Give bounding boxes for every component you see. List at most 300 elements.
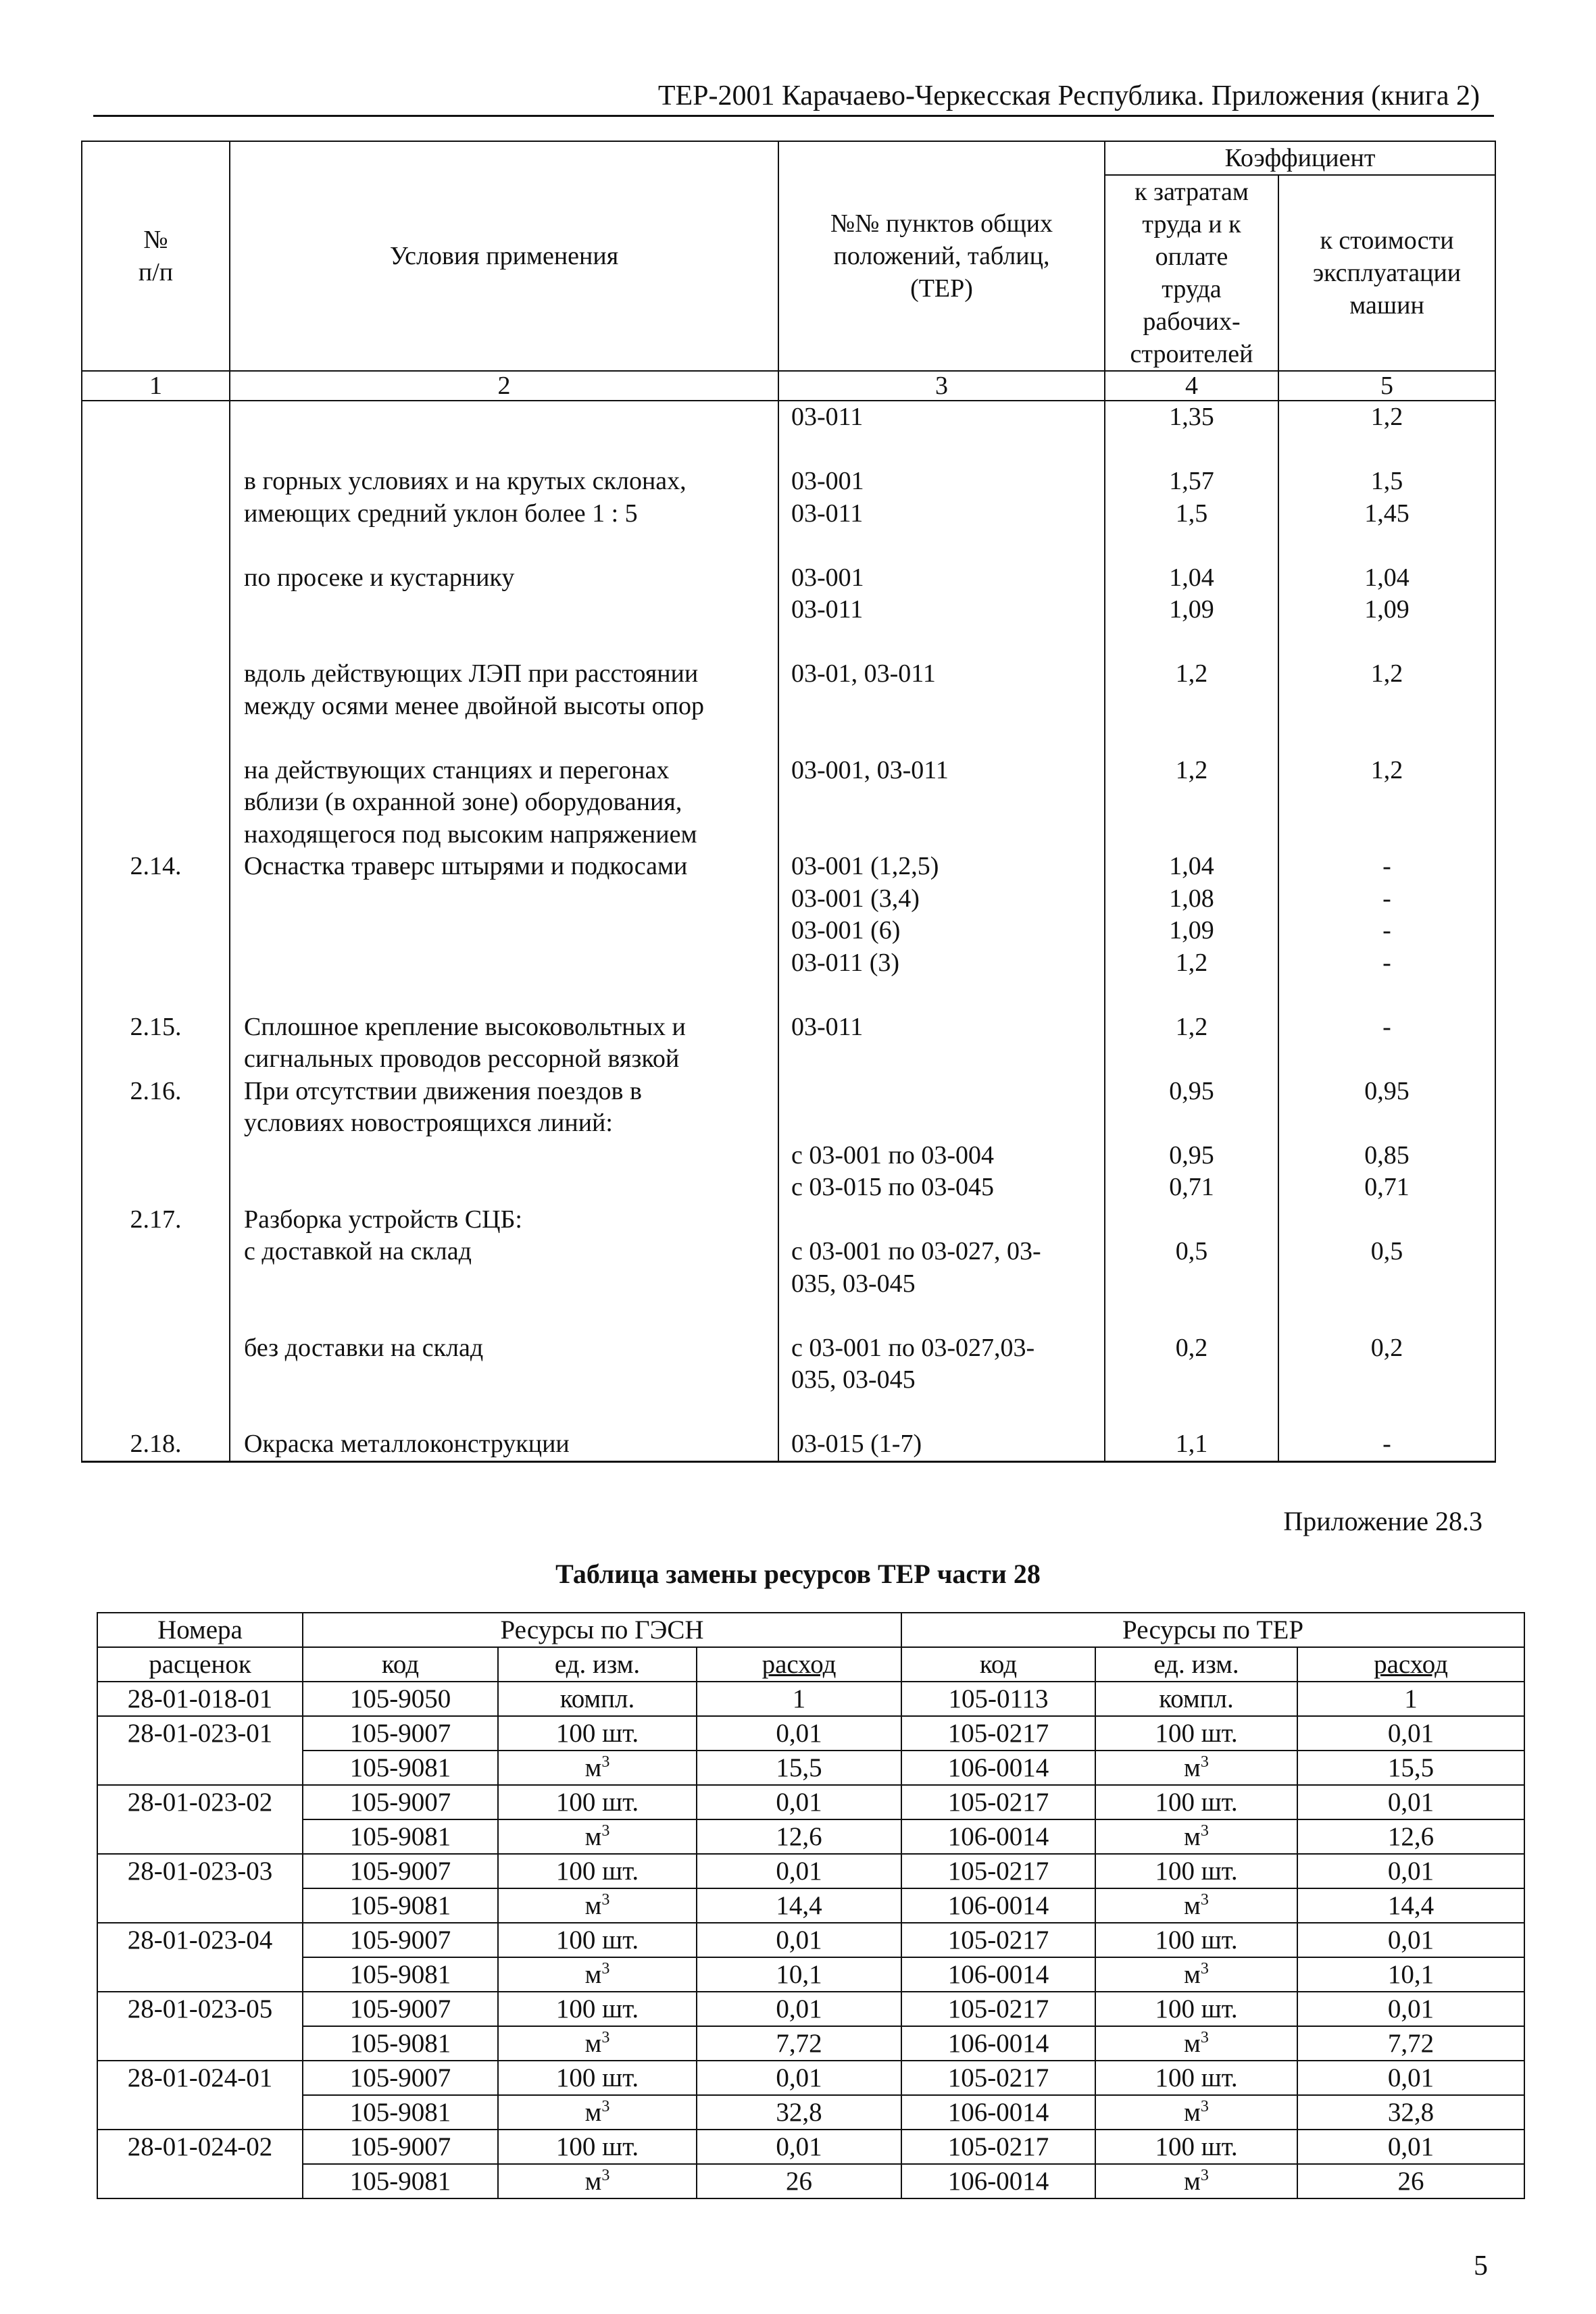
- table-row: [82, 979, 1495, 1011]
- condition-text: [230, 626, 778, 659]
- gesn-amount: 14,4: [697, 1888, 901, 1923]
- table-row: [97, 1819, 1524, 1854]
- ter-code: 106-0014: [901, 1957, 1095, 1992]
- row-number: [82, 947, 230, 980]
- reference-cell: с 03-015 по 03-045: [778, 1172, 1105, 1204]
- appendix-label: Приложение 28.3: [1283, 1506, 1482, 1536]
- ter-unit: 100 шт.: [1095, 1992, 1297, 2026]
- table-row: [82, 851, 1495, 883]
- reference-cell: [778, 722, 1105, 755]
- rates-header: Номера: [97, 1613, 303, 1647]
- reference-cell: 03-001, 03-011: [778, 755, 1105, 787]
- labor-coefficient: 0,5: [1105, 1236, 1278, 1268]
- row-number: [82, 530, 230, 562]
- running-header: ТЕР-2001 Карачаево-Черкесская Республика. Приложения (книга 2): [657, 80, 1480, 111]
- gesn-code: 105-9050: [303, 1682, 498, 1716]
- reference-cell: [778, 979, 1105, 1011]
- condition-text: [230, 1172, 778, 1204]
- ter-code: 105-0217: [901, 1854, 1095, 1888]
- gesn-code: 105-9081: [303, 2164, 498, 2198]
- machines-coefficient: 1,2: [1278, 401, 1495, 434]
- condition-text: между осями менее двойной высоты опор: [230, 690, 778, 723]
- table-row: [97, 1785, 1524, 1819]
- gesn-header: Ресурсы по ГЭСН: [303, 1613, 901, 1647]
- ter-amount: 14,4: [1297, 1888, 1524, 1923]
- ter-code: 106-0014: [901, 1819, 1095, 1854]
- row-number: [82, 915, 230, 947]
- machines-coefficient: -: [1278, 1011, 1495, 1044]
- row-number: [82, 690, 230, 723]
- table-row: [97, 2130, 1524, 2164]
- table-row: [82, 1172, 1495, 1204]
- ter-unit: 100 шт.: [1095, 2061, 1297, 2095]
- reference-cell: 035, 03-045: [778, 1268, 1105, 1301]
- row-number: 2.18.: [82, 1428, 230, 1461]
- table-row: [82, 755, 1495, 787]
- table-row: [82, 883, 1495, 915]
- labor-coefficient: 1,04: [1105, 562, 1278, 595]
- labor-coefficient: 1,2: [1105, 947, 1278, 980]
- row-number: [82, 562, 230, 595]
- table-row: [82, 434, 1495, 466]
- row-number: [82, 722, 230, 755]
- table-row: [82, 1043, 1495, 1076]
- machines-coefficient: 0,5: [1278, 1236, 1495, 1268]
- table-row: [82, 947, 1495, 980]
- gesn-code: 105-9007: [303, 2130, 498, 2164]
- table-row: [97, 2095, 1524, 2130]
- condition-text: находящегося под высоким напряжением: [230, 819, 778, 851]
- reference-cell: 03-011: [778, 1011, 1105, 1044]
- gesn-unit: 100 шт.: [498, 1716, 697, 1751]
- gesn-code: 105-9007: [303, 1992, 498, 2026]
- table-row: [82, 786, 1495, 819]
- page-number: 5: [1474, 2250, 1488, 2282]
- condition-text: [230, 947, 778, 980]
- unit-text: м: [584, 2098, 602, 2127]
- cubic-superscript: 3: [1200, 2098, 1209, 2115]
- row-number: [82, 786, 230, 819]
- col-header-machines: к стоимости эксплуатации машин: [1278, 175, 1495, 371]
- table-row: [97, 1992, 1524, 2026]
- gesn-code: 105-9081: [303, 2095, 498, 2130]
- gesn-unit: 100 шт.: [498, 2130, 697, 2164]
- gesn-unit: [498, 1819, 697, 1854]
- machines-coefficient: [1278, 1043, 1495, 1076]
- table-row: [82, 1268, 1495, 1301]
- row-number: [82, 594, 230, 626]
- rate-number: 28-01-023-05: [97, 1992, 303, 2061]
- row-number: 2.15.: [82, 1011, 230, 1044]
- reference-cell: 03-011: [778, 498, 1105, 530]
- labor-coefficient: 1,09: [1105, 594, 1278, 626]
- unit-text: м: [584, 1891, 602, 1920]
- ter-code: 105-0217: [901, 1923, 1095, 1957]
- gesn-unit: [498, 2095, 697, 2130]
- cubic-superscript: 3: [601, 2029, 610, 2046]
- ter-code: 105-0217: [901, 1992, 1095, 2026]
- condition-text: [230, 1364, 778, 1397]
- ter-amount: 26: [1297, 2164, 1524, 2198]
- table-row: [82, 562, 1495, 595]
- gesn-unit: [498, 2026, 697, 2061]
- gesn-unit: [498, 1888, 697, 1923]
- labor-coefficient: [1105, 786, 1278, 819]
- machines-coefficient: 1,2: [1278, 755, 1495, 787]
- gesn-amount: 0,01: [697, 1992, 901, 2026]
- ter-code: 106-0014: [901, 2095, 1095, 2130]
- ter-amount-header: расход: [1297, 1647, 1524, 1682]
- col-header-coefficient: Коэффициент: [1105, 141, 1495, 175]
- header-rule: [93, 115, 1494, 117]
- gesn-unit: 100 шт.: [498, 1992, 697, 2026]
- reference-cell: с 03-001 по 03-027, 03-: [778, 1236, 1105, 1268]
- unit-text: м: [1184, 2098, 1201, 2127]
- labor-coefficient: [1105, 1107, 1278, 1140]
- resources-table-body: [97, 1682, 1524, 2198]
- ter-code: 105-0217: [901, 1785, 1095, 1819]
- labor-coefficient: [1105, 979, 1278, 1011]
- row-number: [82, 1172, 230, 1204]
- reference-cell: [778, 1204, 1105, 1236]
- gesn-amount: 0,01: [697, 1716, 901, 1751]
- table-row: [97, 1716, 1524, 1751]
- table-row: [82, 1140, 1495, 1172]
- table-row: [82, 530, 1495, 562]
- column-number: 2: [230, 371, 778, 401]
- row-number: [82, 1364, 230, 1397]
- ter-code: 105-0113: [901, 1682, 1095, 1716]
- table-row: [82, 1011, 1495, 1044]
- reference-cell: 03-011: [778, 401, 1105, 434]
- machines-coefficient: 1,09: [1278, 594, 1495, 626]
- reference-cell: 03-01, 03-011: [778, 658, 1105, 690]
- labor-coefficient: [1105, 1204, 1278, 1236]
- labor-coefficient: 0,2: [1105, 1332, 1278, 1365]
- ter-amount: 0,01: [1297, 1716, 1524, 1751]
- reference-cell: [778, 1043, 1105, 1076]
- gesn-unit: 100 шт.: [498, 2061, 697, 2095]
- condition-text: вблизи (в охранной зоне) оборудования,: [230, 786, 778, 819]
- gesn-code: 105-9007: [303, 1923, 498, 1957]
- gesn-amount: 0,01: [697, 2061, 901, 2095]
- gesn-amount: 0,01: [697, 1923, 901, 1957]
- labor-coefficient: [1105, 1300, 1278, 1332]
- ter-amount: 0,01: [1297, 2061, 1524, 2095]
- labor-coefficient: [1105, 1397, 1278, 1429]
- table-row: [97, 1888, 1524, 1923]
- unit-text: м: [1184, 1822, 1201, 1851]
- table-row: [82, 626, 1495, 659]
- row-number: [82, 979, 230, 1011]
- rate-number: 28-01-023-04: [97, 1923, 303, 1992]
- table-row: [82, 1397, 1495, 1429]
- ter-unit: [1095, 2026, 1297, 2061]
- col-header-labor: к затратам труда и к оплате труда рабочих- строителей: [1105, 175, 1278, 371]
- row-number: [82, 1107, 230, 1140]
- ter-unit: 100 шт.: [1095, 1716, 1297, 1751]
- ter-unit: [1095, 2095, 1297, 2130]
- gesn-unit: [498, 1957, 697, 1992]
- ter-code: 105-0217: [901, 2130, 1095, 2164]
- labor-coefficient: [1105, 1268, 1278, 1301]
- rates-header-line2: расценок: [97, 1647, 303, 1682]
- reference-cell: [778, 434, 1105, 466]
- reference-cell: 03-011 (3): [778, 947, 1105, 980]
- gesn-code: 105-9081: [303, 1957, 498, 1992]
- gesn-amount: 26: [697, 2164, 901, 2198]
- condition-text: При отсутствии движения поездов в: [230, 1076, 778, 1108]
- condition-text: [230, 434, 778, 466]
- condition-text: Сплошное крепление высоковольтных и: [230, 1011, 778, 1044]
- table-row: [82, 1076, 1495, 1108]
- resources-table: [97, 1612, 1525, 2199]
- gesn-unit: [498, 2164, 697, 2198]
- labor-coefficient: 1,09: [1105, 915, 1278, 947]
- gesn-amount: 10,1: [697, 1957, 901, 1992]
- condition-text: [230, 401, 778, 434]
- reference-cell: с 03-001 по 03-027,03-: [778, 1332, 1105, 1365]
- condition-text: вдоль действующих ЛЭП при расстоянии: [230, 658, 778, 690]
- gesn-amount: 7,72: [697, 2026, 901, 2061]
- reference-cell: с 03-001 по 03-004: [778, 1140, 1105, 1172]
- rate-number: 28-01-024-02: [97, 2130, 303, 2198]
- reference-cell: 03-001: [778, 562, 1105, 595]
- coefficients-table-body: [82, 401, 1495, 1461]
- ter-amount: 12,6: [1297, 1819, 1524, 1854]
- row-number: [82, 1236, 230, 1268]
- machines-coefficient: [1278, 786, 1495, 819]
- table-row: [82, 1332, 1495, 1365]
- machines-coefficient: 0,85: [1278, 1140, 1495, 1172]
- row-number: [82, 755, 230, 787]
- gesn-unit: 100 шт.: [498, 1854, 697, 1888]
- condition-text: [230, 1140, 778, 1172]
- reference-cell: 035, 03-045: [778, 1364, 1105, 1397]
- reference-cell: 03-001 (1,2,5): [778, 851, 1105, 883]
- ter-code-header: код: [901, 1647, 1095, 1682]
- gesn-unit: [498, 1751, 697, 1785]
- machines-coefficient: [1278, 1268, 1495, 1301]
- cubic-superscript: 3: [601, 1891, 610, 1909]
- row-number: [82, 434, 230, 466]
- labor-coefficient: [1105, 1043, 1278, 1076]
- row-number: [82, 819, 230, 851]
- machines-coefficient: 1,45: [1278, 498, 1495, 530]
- table-row: [97, 1854, 1524, 1888]
- table-row: [82, 1428, 1495, 1461]
- unit-text: м: [584, 2029, 602, 2058]
- table-row: [82, 1204, 1495, 1236]
- rate-number: 28-01-023-03: [97, 1854, 303, 1923]
- reference-cell: 03-015 (1-7): [778, 1428, 1105, 1461]
- labor-coefficient: 1,5: [1105, 498, 1278, 530]
- ter-code: 106-0014: [901, 1888, 1095, 1923]
- row-number: [82, 1397, 230, 1429]
- row-number: 2.14.: [82, 851, 230, 883]
- machines-coefficient: [1278, 979, 1495, 1011]
- condition-text: на действующих станциях и перегонах: [230, 755, 778, 787]
- condition-text: Окраска металлоконструкции: [230, 1428, 778, 1461]
- reference-cell: 03-001 (3,4): [778, 883, 1105, 915]
- gesn-amount-header: расход: [697, 1647, 901, 1682]
- condition-text: Оснастка траверс штырями и подкосами: [230, 851, 778, 883]
- row-number: [82, 883, 230, 915]
- machines-coefficient: 0,95: [1278, 1076, 1495, 1108]
- ter-amount: 0,01: [1297, 1854, 1524, 1888]
- gesn-code: 105-9081: [303, 2026, 498, 2061]
- table-row: [97, 1923, 1524, 1957]
- ter-unit: 100 шт.: [1095, 1923, 1297, 1957]
- labor-coefficient: [1105, 1364, 1278, 1397]
- gesn-amount: 12,6: [697, 1819, 901, 1854]
- ter-amount: 0,01: [1297, 1785, 1524, 1819]
- machines-coefficient: 0,2: [1278, 1332, 1495, 1365]
- machines-coefficient: [1278, 722, 1495, 755]
- gesn-unit: компл.: [498, 1682, 697, 1716]
- machines-coefficient: 1,5: [1278, 466, 1495, 498]
- ter-amount: 0,01: [1297, 1992, 1524, 2026]
- condition-text: без доставки на склад: [230, 1332, 778, 1365]
- table-row: [82, 466, 1495, 498]
- labor-coefficient: [1105, 434, 1278, 466]
- unit-text: м: [584, 1753, 602, 1782]
- cubic-superscript: 3: [1200, 1960, 1209, 1978]
- cubic-superscript: 3: [601, 2098, 610, 2115]
- gesn-amount: 0,01: [697, 2130, 901, 2164]
- gesn-code: 105-9007: [303, 2061, 498, 2095]
- condition-text: [230, 1397, 778, 1429]
- reference-cell: [778, 1107, 1105, 1140]
- row-number: 2.16.: [82, 1076, 230, 1108]
- reference-cell: [778, 626, 1105, 659]
- col-header-conditions: Условия применения: [230, 141, 778, 371]
- row-number: [82, 466, 230, 498]
- ter-amount: 1: [1297, 1682, 1524, 1716]
- condition-text: сигнальных проводов рессорной вязкой: [230, 1043, 778, 1076]
- labor-coefficient: 1,35: [1105, 401, 1278, 434]
- gesn-code: 105-9081: [303, 1819, 498, 1854]
- condition-text: Разборка устройств СЦБ:: [230, 1204, 778, 1236]
- table2-title: Таблица замены ресурсов ТЕР части 28: [555, 1559, 1041, 1589]
- gesn-amount: 0,01: [697, 1854, 901, 1888]
- labor-coefficient: 1,08: [1105, 883, 1278, 915]
- cubic-superscript: 3: [601, 1822, 610, 1840]
- ter-unit: [1095, 2164, 1297, 2198]
- reference-cell: 03-011: [778, 594, 1105, 626]
- table-row: [97, 2026, 1524, 2061]
- gesn-amount: 32,8: [697, 2095, 901, 2130]
- condition-text: в горных условиях и на крутых склонах,: [230, 466, 778, 498]
- machines-coefficient: [1278, 690, 1495, 723]
- machines-coefficient: [1278, 1107, 1495, 1140]
- table-row: [82, 1364, 1495, 1397]
- row-number: [82, 1300, 230, 1332]
- unit-text: м: [584, 1960, 602, 1989]
- machines-coefficient: [1278, 1300, 1495, 1332]
- gesn-code: 105-9081: [303, 1888, 498, 1923]
- cubic-superscript: 3: [601, 1753, 610, 1771]
- reference-cell: 03-001 (6): [778, 915, 1105, 947]
- gesn-code: 105-9007: [303, 1785, 498, 1819]
- gesn-code: 105-9007: [303, 1854, 498, 1888]
- col-header-num: № п/п: [82, 141, 230, 371]
- labor-coefficient: 1,57: [1105, 466, 1278, 498]
- gesn-unit-header: ед. изм.: [498, 1647, 697, 1682]
- rate-number: 28-01-023-02: [97, 1785, 303, 1854]
- condition-text: [230, 883, 778, 915]
- unit-text: м: [1184, 2167, 1201, 2196]
- row-number: [82, 401, 230, 434]
- row-number: [82, 1043, 230, 1076]
- reference-cell: [778, 1076, 1105, 1108]
- row-number: [82, 1268, 230, 1301]
- ter-code: 106-0014: [901, 1751, 1095, 1785]
- condition-text: с доставкой на склад: [230, 1236, 778, 1268]
- labor-coefficient: 0,71: [1105, 1172, 1278, 1204]
- ter-unit-header: ед. изм.: [1095, 1647, 1297, 1682]
- table-row: [82, 594, 1495, 626]
- reference-cell: [778, 1300, 1105, 1332]
- unit-text: м: [584, 1822, 602, 1851]
- machines-coefficient: 1,04: [1278, 562, 1495, 595]
- machines-coefficient: -: [1278, 915, 1495, 947]
- labor-coefficient: 1,1: [1105, 1428, 1278, 1461]
- table-row: [82, 819, 1495, 851]
- ter-unit: компл.: [1095, 1682, 1297, 1716]
- condition-text: [230, 530, 778, 562]
- table-row: [82, 498, 1495, 530]
- condition-text: по просеке и кустарнику: [230, 562, 778, 595]
- ter-code: 106-0014: [901, 2026, 1095, 2061]
- labor-coefficient: 1,04: [1105, 851, 1278, 883]
- ter-code: 105-0217: [901, 1716, 1095, 1751]
- cubic-superscript: 3: [1200, 1891, 1209, 1909]
- coefficients-table: [81, 141, 1496, 1463]
- ter-amount: 10,1: [1297, 1957, 1524, 1992]
- condition-text: [230, 1300, 778, 1332]
- ter-amount: 32,8: [1297, 2095, 1524, 2130]
- reference-cell: [778, 819, 1105, 851]
- ter-code: 106-0014: [901, 2164, 1095, 2198]
- labor-coefficient: [1105, 626, 1278, 659]
- row-number: [82, 626, 230, 659]
- machines-coefficient: -: [1278, 947, 1495, 980]
- table-row: [82, 915, 1495, 947]
- labor-coefficient: 1,2: [1105, 658, 1278, 690]
- gesn-unit: 100 шт.: [498, 1785, 697, 1819]
- cubic-superscript: 3: [1200, 2167, 1209, 2184]
- table-row: [82, 1107, 1495, 1140]
- table-row: [82, 658, 1495, 690]
- row-number: [82, 658, 230, 690]
- condition-text: [230, 1268, 778, 1301]
- cubic-superscript: 3: [1200, 1822, 1209, 1840]
- table-row: [97, 1957, 1524, 1992]
- gesn-amount: 15,5: [697, 1751, 901, 1785]
- gesn-code: 105-9007: [303, 1716, 498, 1751]
- column-number: 1: [82, 371, 230, 401]
- table-row: [97, 1751, 1524, 1785]
- ter-amount: 0,01: [1297, 1923, 1524, 1957]
- labor-coefficient: 0,95: [1105, 1140, 1278, 1172]
- cubic-superscript: 3: [601, 2167, 610, 2184]
- unit-text: м: [1184, 1753, 1201, 1782]
- labor-coefficient: [1105, 530, 1278, 562]
- rate-number: 28-01-018-01: [97, 1682, 303, 1716]
- reference-cell: [778, 1397, 1105, 1429]
- col-header-items: №№ пунктов общих положений, таблиц, (ТЕР): [778, 141, 1105, 371]
